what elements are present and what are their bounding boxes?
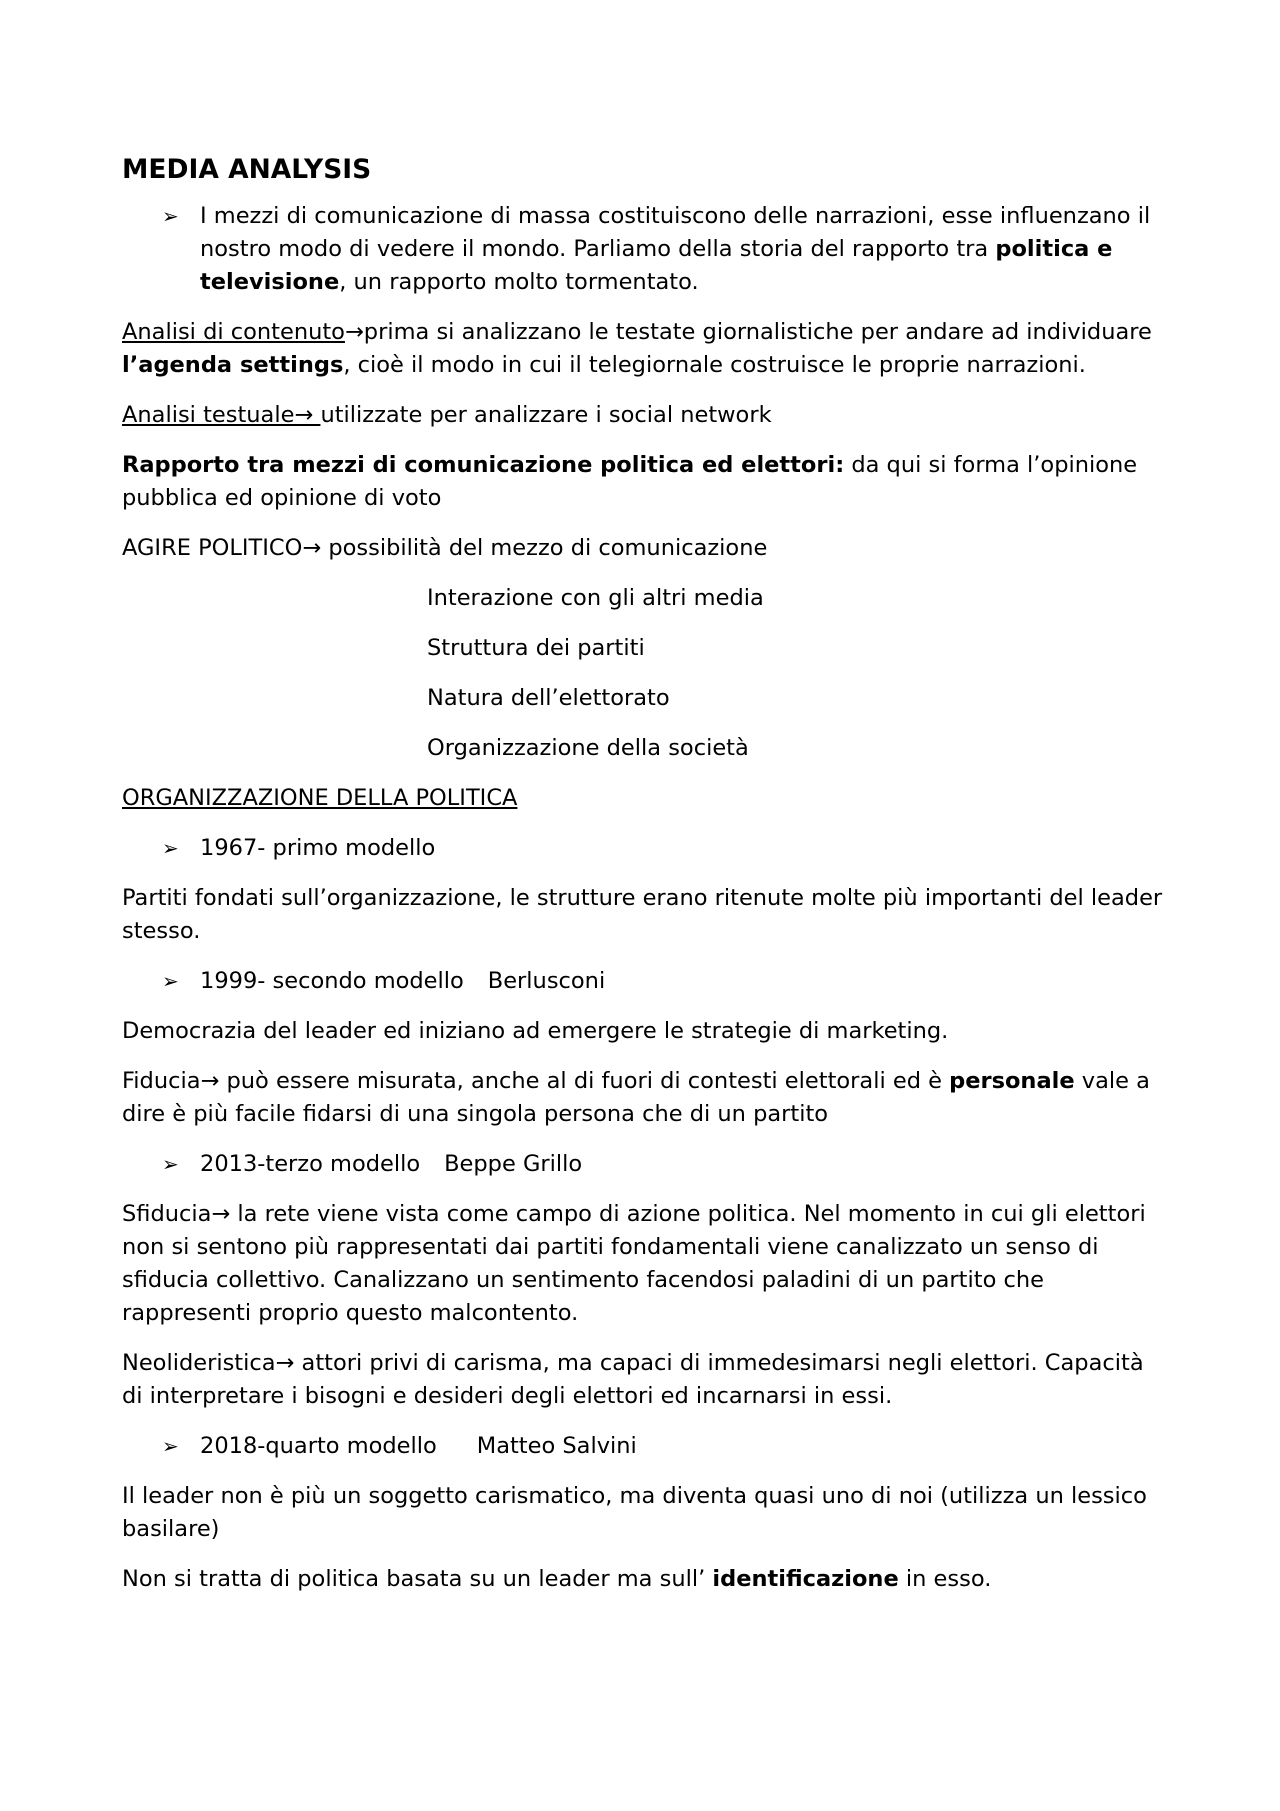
rapporto-paragraph [122, 449, 1167, 515]
rapporto-text: da qui si forma l’opinione pubblica ed opinione di voto [122, 452, 1138, 511]
organizzazione-heading: ORGANIZZAZIONE DELLA POLITICA [122, 785, 518, 811]
agire-item: Natura dell’elettorato [427, 685, 670, 711]
model2-description: Democrazia del leader ed iniziano ad emergere le strategie di marketing. [122, 1018, 949, 1044]
intro-after: , un rapporto molto tormentato. [339, 269, 699, 295]
identificazione-bold: identificazione [712, 1566, 899, 1592]
document-page [122, 152, 1167, 1613]
analisi-testuale-term: Analisi testuale→ [122, 402, 321, 428]
model1-bullet [122, 832, 1167, 865]
arrow-bullet-icon: ➢ [162, 969, 179, 993]
analisi-testuale-text: utilizzate per analizzare i social network [320, 402, 772, 428]
intro-bold: politica e televisione [200, 236, 1113, 295]
arrow-bullet-icon: ➢ [162, 1434, 179, 1458]
neolideristica-paragraph: Neolideristica→ attori privi di carisma, ma capaci di immedesimarsi negli elettori. Capacità di interpretare i bisogni e desideri degli elettori ed incarnarsi in essi. [122, 1350, 1144, 1409]
model1-label: 1967- primo modello [200, 835, 436, 861]
personale-bold: personale [949, 1068, 1075, 1094]
analisi-testuale-paragraph [122, 399, 1167, 432]
model2-label: 1999- secondo modello [200, 968, 464, 994]
fiducia-paragraph: Fiducia→ può essere misurata, anche al di fuori di contesti elettorali ed è personale vale a dire è più facile fidarsi di una singola persona che di un partito [122, 1068, 1150, 1127]
intro-text: I mezzi di comunicazione di massa costituiscono delle narrazioni, esse influenzano il nostro modo di vedere il mondo. Parliamo della storia del rapporto tra [200, 203, 1151, 262]
page-title: MEDIA ANALYSIS [122, 154, 372, 185]
model4-bullet [122, 1430, 1167, 1463]
model4-leader: Matteo Salvini [476, 1433, 637, 1459]
analisi-contenuto-paragraph: Analisi di contenuto→prima si analizzano le testate giornalistiche per andare ad individuare l’agenda settings, cioè il modo in cui il telegiornale costruisce le proprie narrazioni. [122, 319, 1152, 378]
model1-description: Partiti fondati sull’organizzazione, le strutture erano ritenute molte più importanti del leader stesso. [122, 885, 1163, 944]
sfiducia-paragraph: Sfiducia→ la rete viene vista come campo di azione politica. Nel momento in cui gli elettori non si sentono più rappresentati dai partiti fondamentali viene canalizzato un senso di sfiducia collettivo. Canalizzano un sentimento facendosi paladini di un partito che rappresenti proprio questo malcontento. [122, 1201, 1146, 1326]
rapporto-bold: Rapporto tra mezzi di comunicazione politica ed elettori: [122, 452, 845, 478]
final-paragraph: Non si tratta di politica basata su un leader ma sull’ identificazione in esso. [122, 1566, 992, 1592]
model3-leader: Beppe Grillo [444, 1151, 583, 1177]
intro-bullet [122, 200, 1167, 299]
model4-description: Il leader non è più un soggetto carismatico, ma diventa quasi uno di noi (utilizza un lessico basilare) [122, 1483, 1147, 1542]
agire-item: Organizzazione della società [427, 735, 749, 761]
arrow-bullet-icon: ➢ [162, 204, 179, 228]
agenda-settings-bold: l’agenda settings [122, 352, 344, 378]
analisi-contenuto-term: Analisi di contenuto [122, 319, 345, 345]
arrow-bullet-icon: ➢ [162, 836, 179, 860]
agire-item: Struttura dei partiti [427, 635, 645, 661]
model2-bullet [122, 965, 1167, 998]
arrow-icon: → [344, 319, 364, 345]
model3-bullet [122, 1148, 1167, 1181]
agire-item: Interazione con gli altri media [427, 585, 764, 611]
model2-leader: Berlusconi [487, 968, 606, 994]
model4-label: 2018-quarto modello [200, 1433, 437, 1459]
model3-label: 2013-terzo modello [200, 1151, 421, 1177]
arrow-bullet-icon: ➢ [162, 1152, 179, 1176]
agire-politico-heading: AGIRE POLITICO→ possibilità del mezzo di comunicazione [122, 535, 768, 561]
